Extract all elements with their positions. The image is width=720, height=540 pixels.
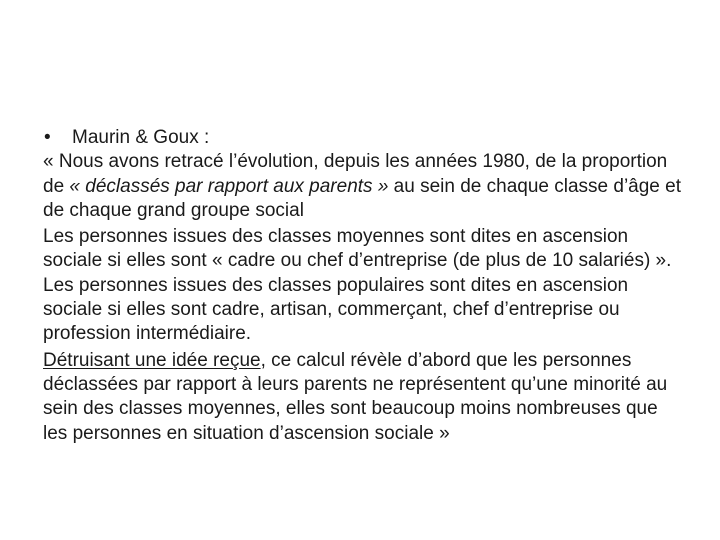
quote-after-text: au sein de chaque classe d’âge et de chaque grand groupe social [43, 175, 681, 221]
quote-italic-text: « déclassés par rapport aux parents » [69, 175, 389, 197]
paragraph-3 [43, 349, 683, 446]
paragraph-1 [43, 150, 683, 223]
underlined-phrase: Détruisant une idée reçue [43, 349, 261, 371]
bullet-icon: • [44, 127, 51, 148]
slide-body [43, 126, 683, 446]
bullet-heading-line [43, 126, 683, 150]
bullet-heading: Maurin & Goux : [72, 127, 210, 148]
paragraph-2: Les personnes issues des classes moyennes sont dites en ascension sociale si elles sont « cadre ou chef d’entreprise (de plus de 10 salariés) ». Les personnes issues des classes populaires sont dites en ascension sociale si elles sont cadre, artisan, commerçant, chef d’entreprise ou profession intermédiaire. [43, 226, 672, 345]
paragraph-3-rest: , ce calcul révèle d’abord que les personnes déclassées par rapport à leurs parents ne représentent qu’une minorité au sein des classes moyennes, elles sont beaucoup moins nombreuses que les personnes en situation d’ascension sociale » [43, 349, 668, 444]
quote-open-text: « Nous avons retracé l’évolution, depuis les années 1980, de la proportion de [43, 151, 668, 197]
